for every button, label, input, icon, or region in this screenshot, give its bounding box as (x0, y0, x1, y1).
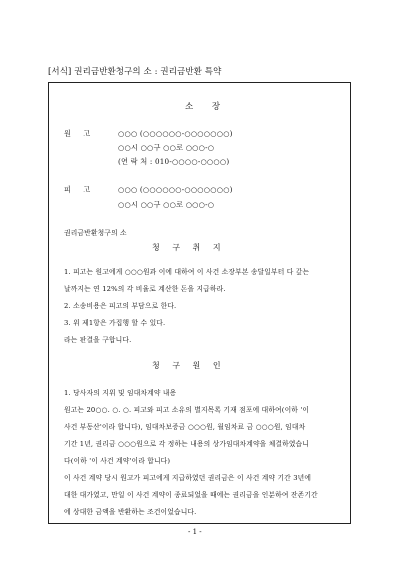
claim-line-4: 3. 위 제1항은 가집행 할 수 있다. (64, 319, 166, 327)
cause-line-6: 이 사건 계약 당시 원고가 피고에게 지급하였던 권리금은 이 사건 계약 기간 3년에 (64, 474, 312, 482)
document-title: 소 장 (185, 102, 229, 112)
cause-line-7: 대한 대가였고, 만일 이 사건 계약이 종료되었을 때에는 권리금을 인분하여 잔존기간 (64, 491, 318, 499)
page-number: - 1 - (188, 528, 202, 536)
cause-line-8: 에 상대한 금액을 반환하는 조건이었습니다. (64, 508, 197, 516)
form-caption: [서식] 권리금반환청구의 소 : 권리금반환 특약 (48, 67, 222, 77)
claim-line-5: 라는 판결을 구합니다. (64, 336, 132, 344)
claim-line-3: 2. 소송비용은 피고의 부담으로 한다. (64, 302, 177, 310)
cause-heading: 청 구 원 인 (152, 361, 226, 370)
cause-line-2: 원고는 20○○. ○. ○. 피고와 피고 소유의 별지목록 기재 점포에 대하여(이하 '이 (64, 406, 310, 414)
plaintiff-address: ○○시 ○○구 ○○로 ○○○-○ (118, 143, 215, 152)
plaintiff-phone: (연 락 처 : 010-○○○○-○○○○) (118, 157, 230, 166)
defendant-label: 피 고 (64, 185, 96, 194)
case-name: 권리금반환청구의 소 (64, 229, 127, 237)
claim-line-1: 1. 피고는 원고에게 ○○○원과 이에 대하여 이 사건 소장부본 송달일부터 다 갚는 (64, 268, 310, 276)
claim-heading: 청 구 취 지 (152, 243, 226, 252)
defendant-name: ○○○ (○○○○○○-○○○○○○○) (118, 185, 233, 194)
cause-line-1: 1. 당사자의 지위 및 임대차계약 내용 (64, 389, 177, 397)
cause-line-4: 기간 1년, 권리금 ○○○원으로 각 정하는 내용의 상가임대차계약을 체결하였습니 (64, 440, 309, 448)
cause-line-3: 사건 부동산'이라 합니다), 임대차보증금 ○○○원, 월임차료 금 ○○○원, 임대차 (64, 423, 306, 431)
cause-line-5: 다(이하 '이 사건 계약'이라 합니다) (64, 457, 171, 465)
plaintiff-label: 원 고 (64, 129, 96, 138)
claim-line-2: 날까지는 연 12%의 각 비율로 계산한 돈을 지급하라. (64, 285, 226, 293)
defendant-address: ○○시 ○○구 ○○로 ○○○-○ (118, 200, 215, 209)
plaintiff-name: ○○○ (○○○○○○-○○○○○○○) (118, 129, 233, 138)
